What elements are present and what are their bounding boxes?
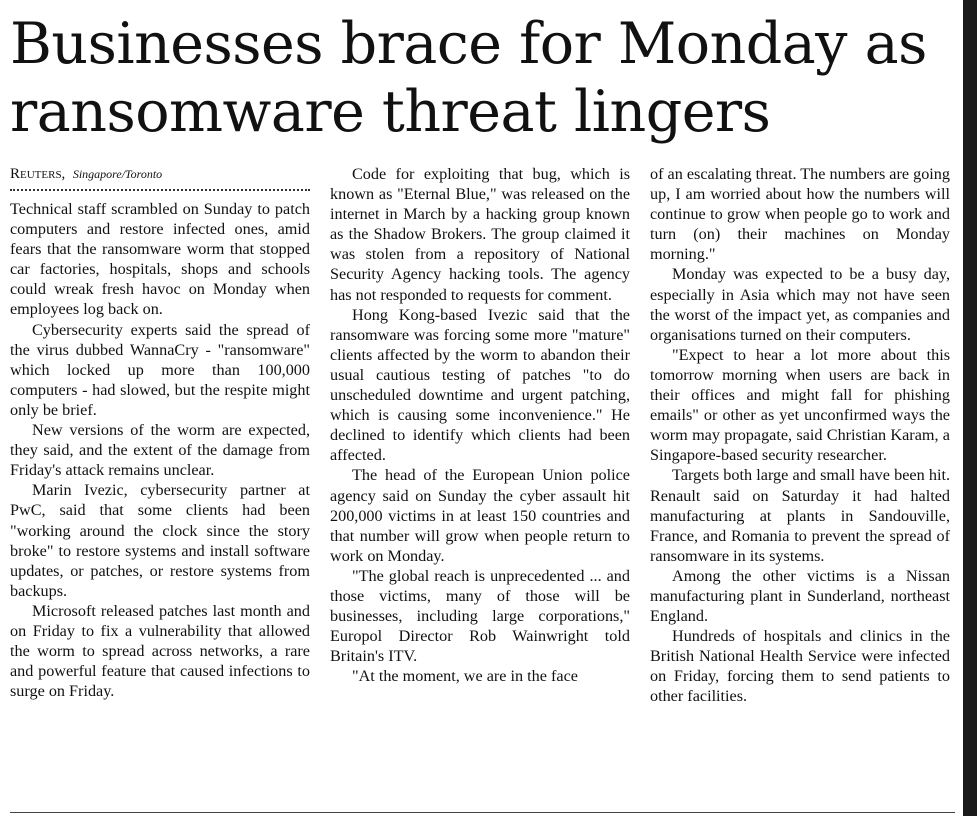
paragraph: Among the other victims is a Nissan manufacturing plant in Sunderland, northeast England.	[650, 566, 950, 626]
headline: Businesses brace for Monday as ransomware threat lingers	[10, 11, 927, 145]
column-2	[330, 164, 630, 796]
paragraph: The head of the European Union police agency said on Sunday the cyber assault hit 200,000 victims in at least 150 countries and that number will grow when people return to work on Monday.	[330, 466, 630, 565]
byline-agency: Reuters,	[10, 166, 66, 182]
paragraph: Hundreds of hospitals and clinics in the British National Health Service were infected on Friday, forcing them to send patients to other facilities.	[650, 627, 950, 706]
paragraph: Code for exploiting that bug, which is known as "Eternal Blue," was released on the internet in March by a hacking group known as the Shadow Brokers. The group claimed it was stolen from a repository of National Security Agency hacking tools. The agency has not responded to requests for comment.	[330, 165, 630, 304]
paragraph: New versions of the worm are expected, they said, and the extent of the damage from Friday's attack remains unclear.	[10, 421, 310, 480]
paragraph: Marin Ivezic, cybersecurity partner at PwC, said that some clients had been "working around the clock since the story broke" to restore systems and install software updates, or patches, or restore systems from backups.	[10, 481, 310, 600]
byline	[10, 164, 310, 185]
byline-divider	[10, 189, 310, 191]
article-body	[10, 164, 952, 796]
bottom-rule	[10, 812, 955, 813]
paragraph: Microsoft released patches last month and on Friday to fix a vulnerability that allowed the worm to spread across networks, a rare and powerful feature that caused infections to surge on Friday.	[10, 601, 310, 701]
paragraph: Technical staff scrambled on Sunday to patch computers and restore infected ones, amid fears that the ransomware worm that stopped car factories, hospitals, shops and schools could wreak fresh havoc on Monday when employees log back on.	[10, 200, 310, 319]
paragraph: "The global reach is unprecedented ... and those victims, many of those will be businesses, including large corporations," Europol Director Rob Wainwright told Britain's ITV.	[330, 566, 630, 666]
paragraph: "At the moment, we are in the face	[352, 667, 578, 686]
paragraph: Cybersecurity experts said the spread of the virus dubbed WannaCry - "ransomware" which locked up more than 100,000 computers - had slowed, but the respite might only be brief.	[10, 320, 310, 419]
column-3	[650, 164, 950, 796]
paragraph: Hong Kong-based Ivezic said that the ransomware was forcing some more "mature" clients affected by the worm to abandon their usual cautious testing of patches "to do unscheduled downtime and urgent patching, which is causing some inconvenience." He declined to identify which clients had been affected.	[330, 305, 630, 465]
paragraph: of an escalating threat. The numbers are going up, I am worried about how the numbers will continue to grow when people go to work and turn (on) their machines on Monday morning."	[650, 165, 950, 264]
scan-edge	[963, 0, 977, 816]
column-1	[10, 164, 310, 796]
paragraph: Monday was expected to be a busy day, especially in Asia which may not have seen the worst of the impact yet, as companies and organisations turned on their computers.	[650, 265, 950, 344]
paragraph: Targets both large and small have been hit. Renault said on Saturday it had halted manufacturing at plants in Sandouville, France, and Romania to prevent the spread of ransomware in its systems.	[650, 466, 950, 565]
byline-place: Singapore/Toronto	[72, 167, 163, 181]
paragraph: "Expect to hear a lot more about this tomorrow morning when users are back in their offices and might fall for phishing emails" or other as yet unconfirmed ways the worm may propagate, said Christian Karam, a Singapore-based security researcher.	[650, 345, 950, 465]
